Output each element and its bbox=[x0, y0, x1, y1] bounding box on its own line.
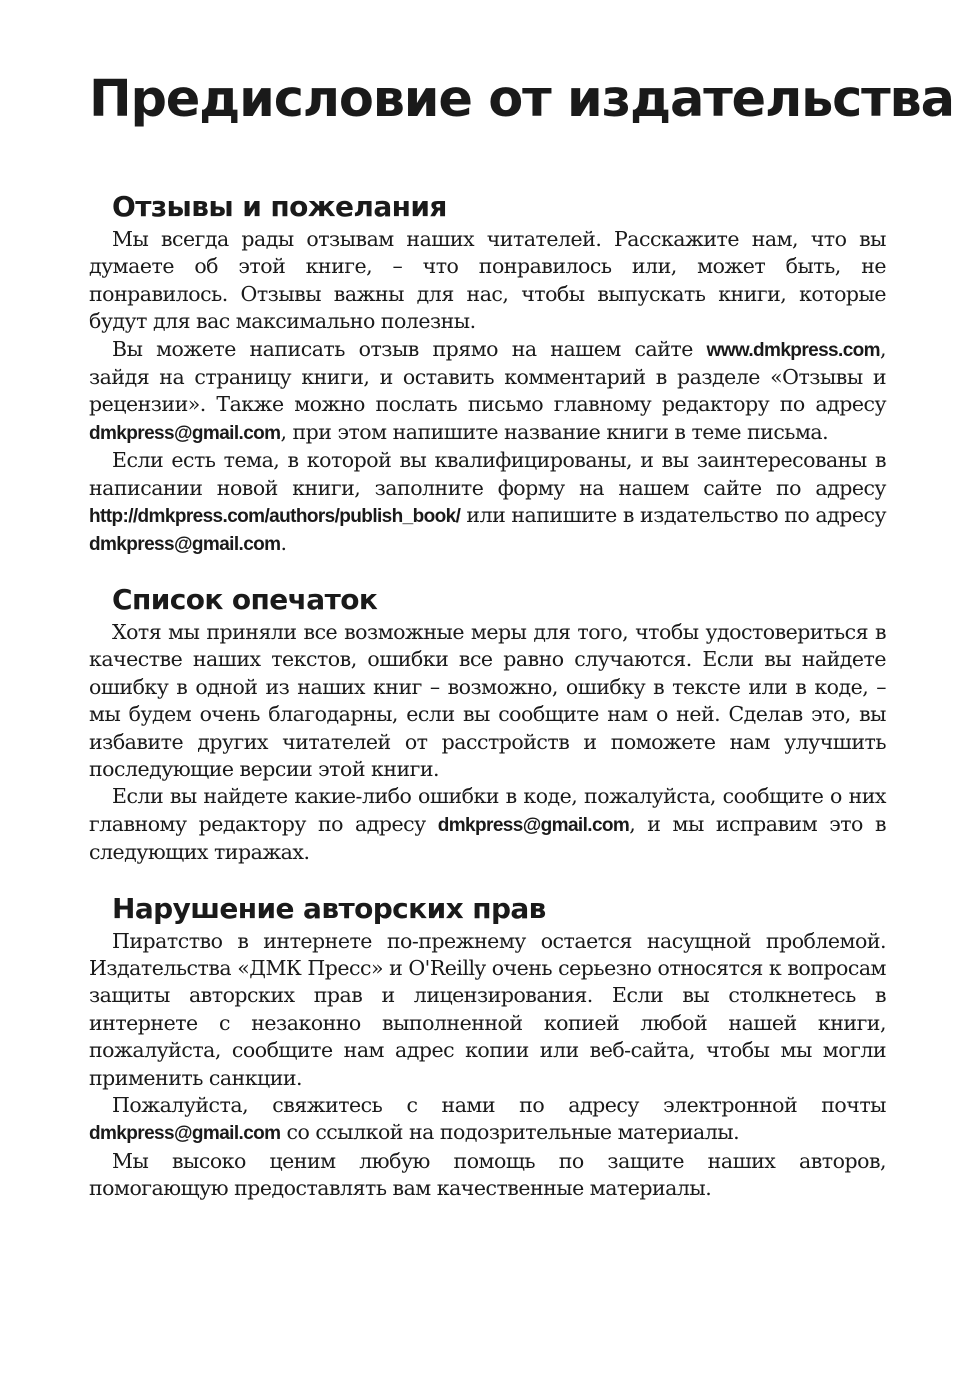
paragraph-text: Мы всегда рады отзывам наших читателей. Расскажите нам, что вы думаете об этой книге, – что понравилось или, может быть, не понравилось. Отзывы важны для нас, чтобы выпускать книги, которые будут для вас максимально полезны. bbox=[89, 227, 886, 334]
section-heading: Список опечаток bbox=[112, 582, 378, 616]
paragraph bbox=[89, 336, 886, 448]
section-errata bbox=[89, 583, 886, 867]
site-link[interactable]: www.dmkpress.com bbox=[706, 339, 880, 361]
section-heading: Отзывы и пожелания bbox=[112, 190, 447, 223]
paragraph bbox=[89, 783, 886, 866]
paragraph bbox=[89, 1092, 886, 1148]
publish-url-link[interactable]: http://dmkpress.com/authors/publish_book/ bbox=[89, 506, 461, 528]
paragraph-text: Пиратство в интернете по-прежнему остается насущной проблемой. Издательства «ДМК Пресс» и O'Reilly очень серьезно относятся к вопросам защиты авторских прав и лицензирования. Если вы столкнетесь в интернете с незаконно выполненной копией любой нашей книги, пожалуйста, сообщите нам адрес копии или веб-сайта, чтобы мы могли применить санкции. bbox=[89, 928, 886, 1090]
paragraph-text: , зайдя на страницу книги, и оставить комментарий в разделе «Отзывы и рецензии». Также можно послать письмо главному редактору по адресу bbox=[89, 336, 886, 417]
paragraph-text: Если вы найдете какие-либо ошибки в коде, пожалуйста, сообщите о них главному редактору по адресу bbox=[89, 784, 886, 836]
section-copyright bbox=[89, 892, 886, 1203]
paragraph-text: Вы можете написать отзыв прямо на нашем сайте bbox=[112, 336, 707, 361]
email-link[interactable]: dmkpress@gmail.com bbox=[89, 534, 281, 556]
page-title: Предисловие от издательства bbox=[89, 70, 954, 129]
paragraph bbox=[89, 619, 886, 783]
document-page bbox=[89, 68, 954, 1203]
paragraph-text: со ссылкой на подозрительные материалы. bbox=[280, 1120, 740, 1145]
paragraph bbox=[89, 226, 886, 336]
paragraph-text: Пожалуйста, свяжитесь с нами по адресу электронной почты bbox=[112, 1092, 886, 1117]
section-heading: Нарушение авторских прав bbox=[112, 891, 546, 925]
paragraph bbox=[89, 1148, 886, 1203]
paragraph-text: или напишите в издательство по адресу bbox=[460, 503, 886, 528]
paragraph-text: . bbox=[280, 531, 287, 556]
paragraph-text: Хотя мы приняли все возможные меры для того, чтобы удостовериться в качестве наших текстов, ошибки все равно случаются. Если вы найдете ошибку в одной из наших книг – возможно, ошибку в тексте или в коде, – мы будем очень благодарны, если вы сообщите нам о ней. Сделав это, вы избавите других читателей от расстройств и поможете нам улучшить последующие версии этой книги. bbox=[89, 619, 886, 781]
email-link[interactable]: dmkpress@gmail.com bbox=[437, 814, 630, 836]
paragraph-text: Если есть тема, в которой вы квалифицированы, и вы заинтересованы в написании новой книги, заполните форму на нашем сайте по адресу bbox=[89, 448, 886, 500]
paragraph-text: , при этом напишите название книги в теме письма. bbox=[280, 419, 829, 444]
email-link[interactable]: dmkpress@gmail.com bbox=[89, 422, 281, 444]
paragraph-text: , и мы исправим это в следующих тиражах. bbox=[89, 811, 887, 865]
paragraph bbox=[89, 928, 886, 1092]
paragraph-text: Мы высоко ценим любую помощь по защите наших авторов, помогающую предоставлять вам качественные материалы. bbox=[89, 1148, 886, 1201]
paragraph bbox=[89, 447, 886, 559]
section-feedback bbox=[89, 190, 886, 559]
email-link[interactable]: dmkpress@gmail.com bbox=[89, 1123, 281, 1145]
